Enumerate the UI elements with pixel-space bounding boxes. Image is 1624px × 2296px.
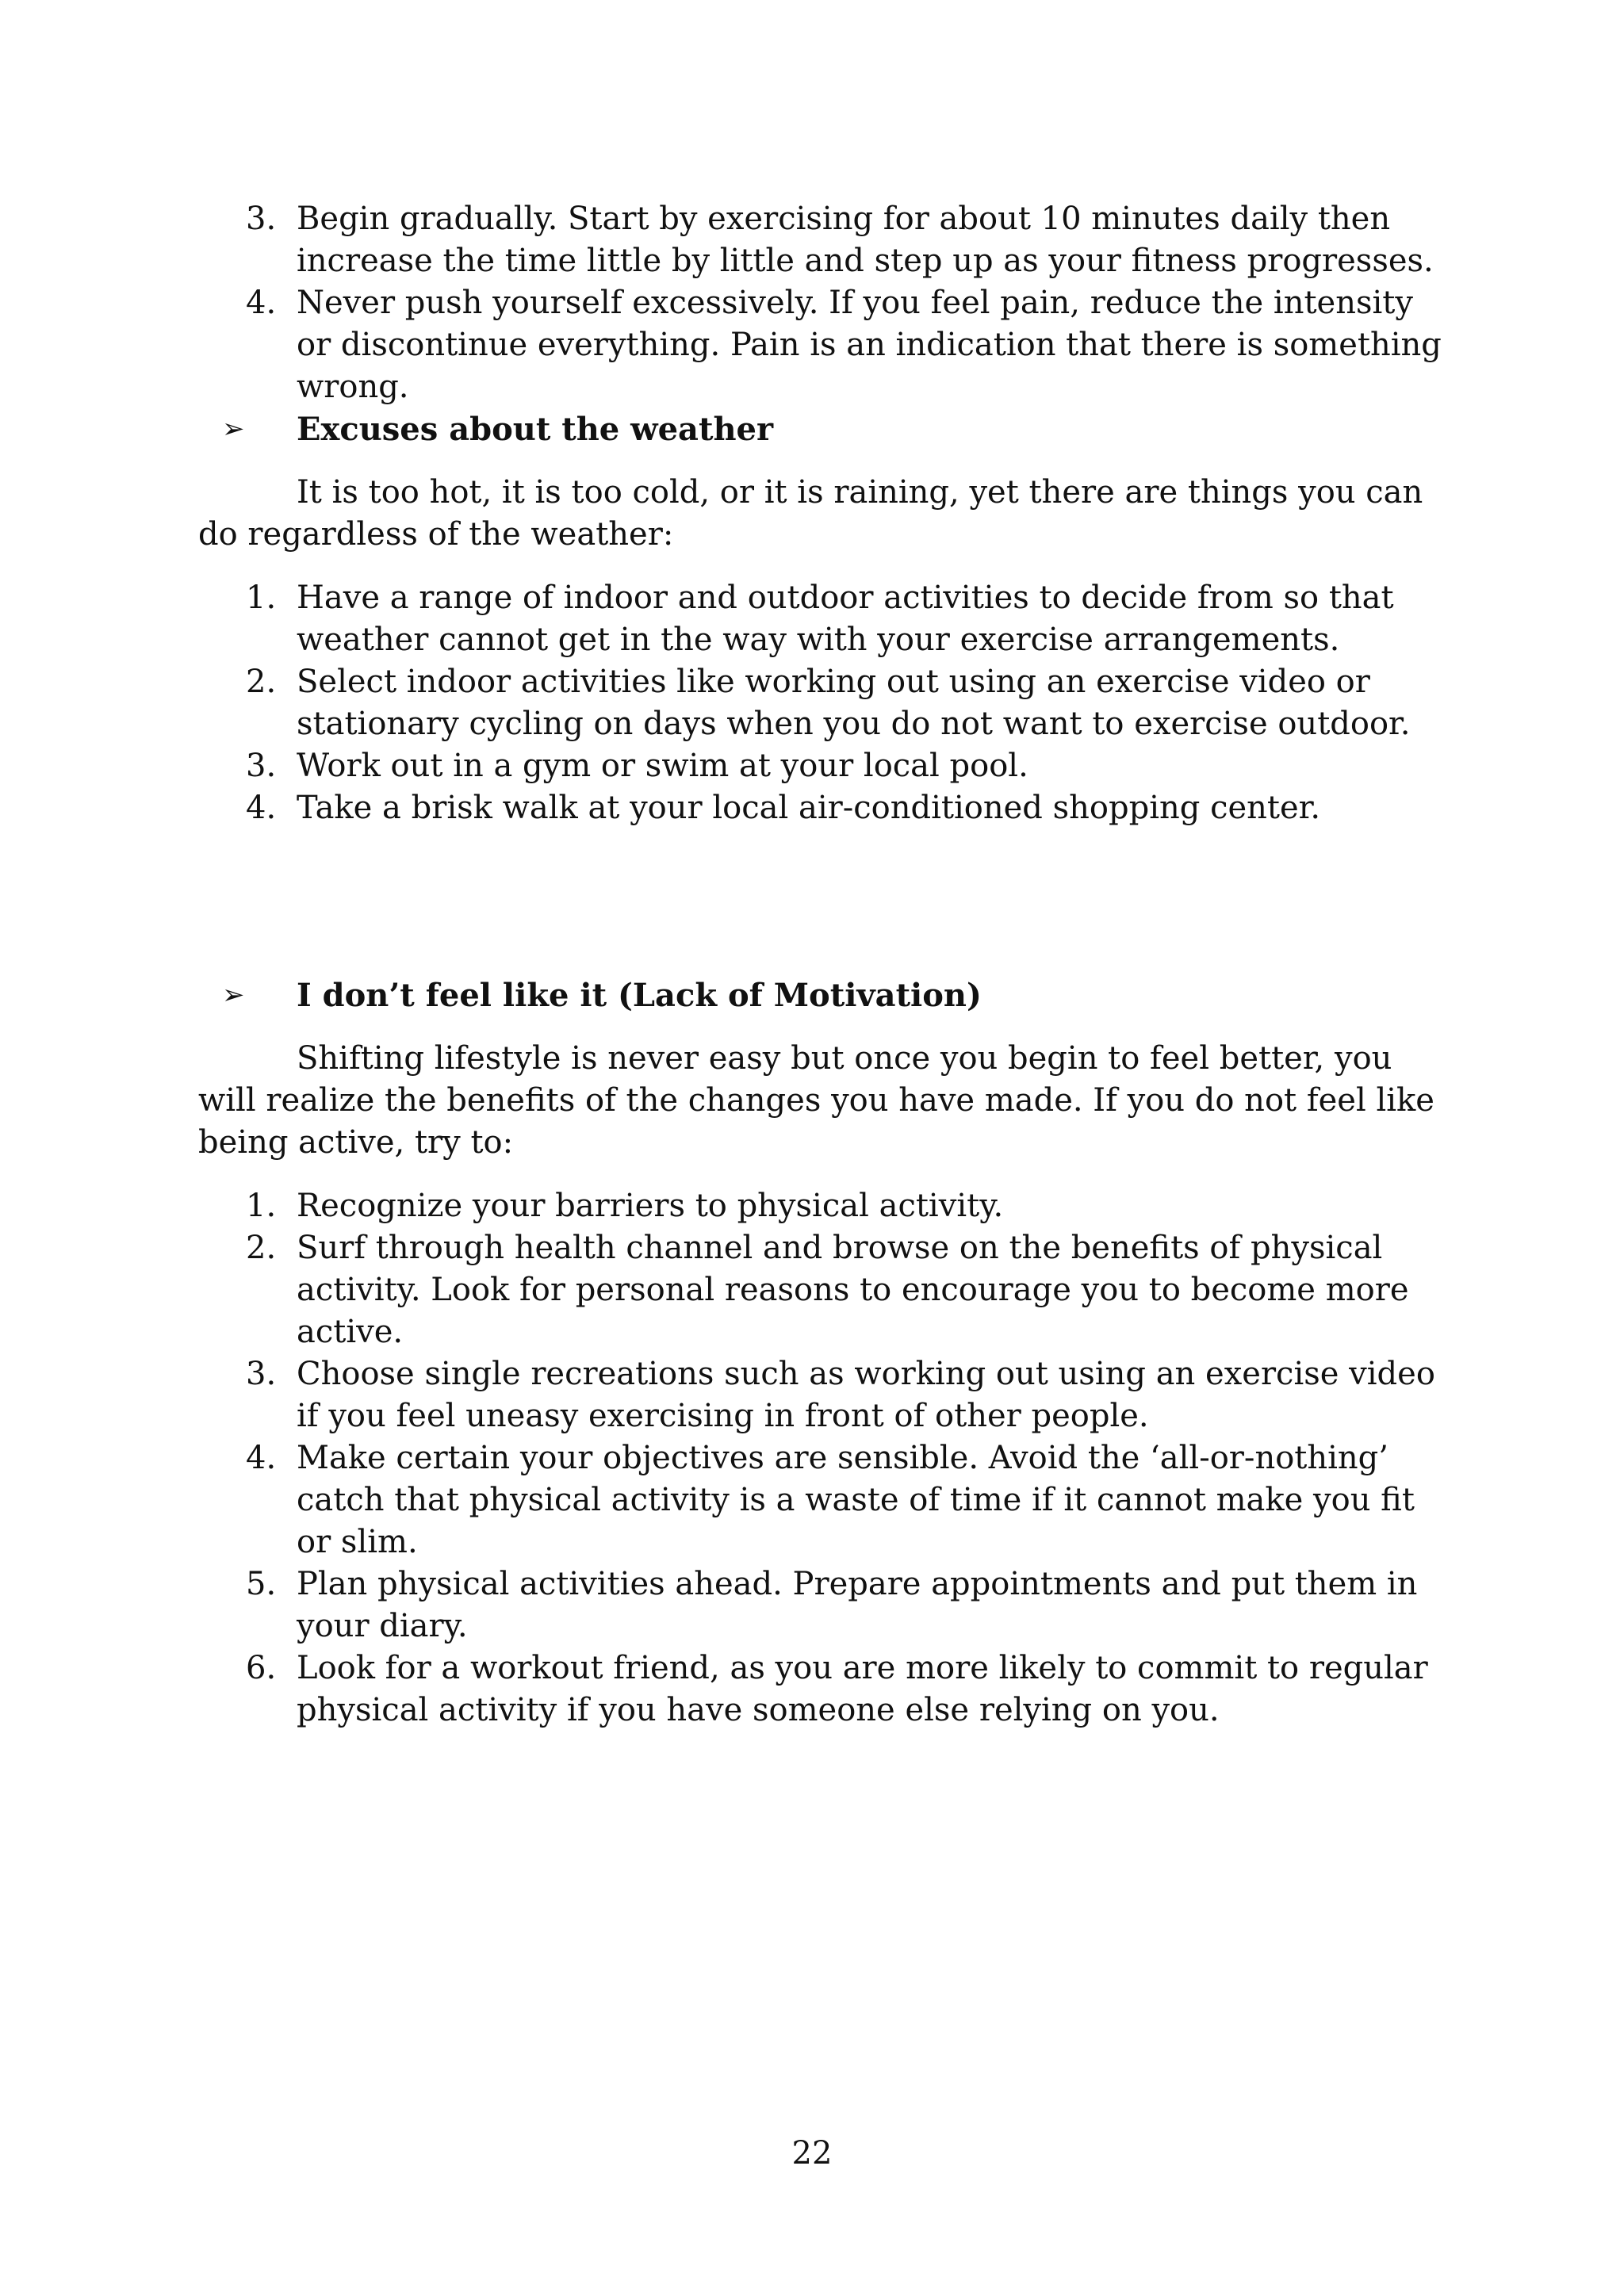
list-item xyxy=(0,1227,1446,1353)
list-text: Begin gradually. Start by exercising for about 10 minutes daily then increase the time little by little and step up as your fitness progresses. xyxy=(297,201,1434,279)
list-number: 3. xyxy=(246,748,277,784)
list-number: 4. xyxy=(246,1440,277,1476)
list-text: Choose single recreations such as working out using an exercise video if you feel uneasy exercising in front of other people. xyxy=(297,1356,1435,1434)
list-item xyxy=(0,1563,1446,1647)
page-number: 22 xyxy=(791,2135,833,2172)
list-number: 1. xyxy=(246,580,277,616)
list-item xyxy=(0,661,1446,745)
list-text: Work out in a gym or swim at your local pool. xyxy=(297,748,1028,784)
motivation-section xyxy=(0,974,1624,1732)
paragraph: It is too hot, it is too cold, or it is raining, yet there are things you can do regardless of the weather: xyxy=(198,474,1423,553)
list-number: 2. xyxy=(246,1230,277,1266)
list-item xyxy=(0,198,1446,282)
list-text: Take a brisk walk at your local air-conditioned shopping center. xyxy=(297,790,1321,826)
list-item xyxy=(0,787,1446,829)
arrow-bullet-icon: ➢ xyxy=(222,979,245,1011)
list-number: 1. xyxy=(246,1188,277,1224)
list-text: Make certain your objectives are sensible. Avoid the ‘all-or-nothing’ catch that physical activity is a waste of time if it cannot make you fit or slim. xyxy=(297,1440,1415,1560)
list-text: Select indoor activities like working out using an exercise video or stationary cycling on days when you do not want to exercise outdoor. xyxy=(297,664,1411,742)
list-number: 5. xyxy=(246,1566,277,1602)
list-item xyxy=(0,1647,1446,1732)
list-number: 2. xyxy=(246,664,277,700)
list-number: 4. xyxy=(246,790,277,826)
heading-text: Excuses about the weather xyxy=(297,411,774,448)
arrow-bullet-icon: ➢ xyxy=(222,413,245,445)
list-number: 4. xyxy=(246,285,277,321)
list-text: Plan physical activities ahead. Prepare appointments and put them in your diary. xyxy=(297,1566,1418,1644)
list-text: Recognize your barriers to physical activity. xyxy=(297,1188,1004,1224)
list-number: 3. xyxy=(246,1356,277,1392)
list-item xyxy=(0,577,1446,661)
list-item xyxy=(0,1437,1446,1563)
list-item xyxy=(0,1185,1446,1227)
list-item xyxy=(0,1353,1446,1437)
list-text: Look for a workout friend, as you are more likely to commit to regular physical activity if you have someone else relying on you. xyxy=(297,1650,1428,1728)
weather-list xyxy=(0,577,1624,829)
weather-section xyxy=(0,408,1624,829)
heading-text: I don’t feel like it (Lack of Motivation) xyxy=(297,977,982,1014)
motivation-list xyxy=(0,1185,1624,1732)
section-heading xyxy=(0,974,1624,1016)
paragraph: Shifting lifestyle is never easy but once you begin to feel better, you will realize the benefits of the changes you have made. If you do not feel like being active, try to: xyxy=(198,1040,1434,1161)
list-text: Have a range of indoor and outdoor activities to decide from so that weather cannot get in the way with your exercise arrangements. xyxy=(297,580,1394,658)
list-number: 6. xyxy=(246,1650,277,1686)
list-number: 3. xyxy=(246,201,277,237)
section-heading xyxy=(0,408,1624,450)
list-text: Surf through health channel and browse on the benefits of physical activity. Look for personal reasons to encourage you to become more active. xyxy=(297,1230,1409,1350)
continued-list xyxy=(0,198,1624,408)
list-text: Never push yourself excessively. If you feel pain, reduce the intensity or discontinue everything. Pain is an indication that there is something wrong. xyxy=(297,285,1442,405)
list-item xyxy=(0,282,1446,408)
list-item xyxy=(0,745,1446,787)
